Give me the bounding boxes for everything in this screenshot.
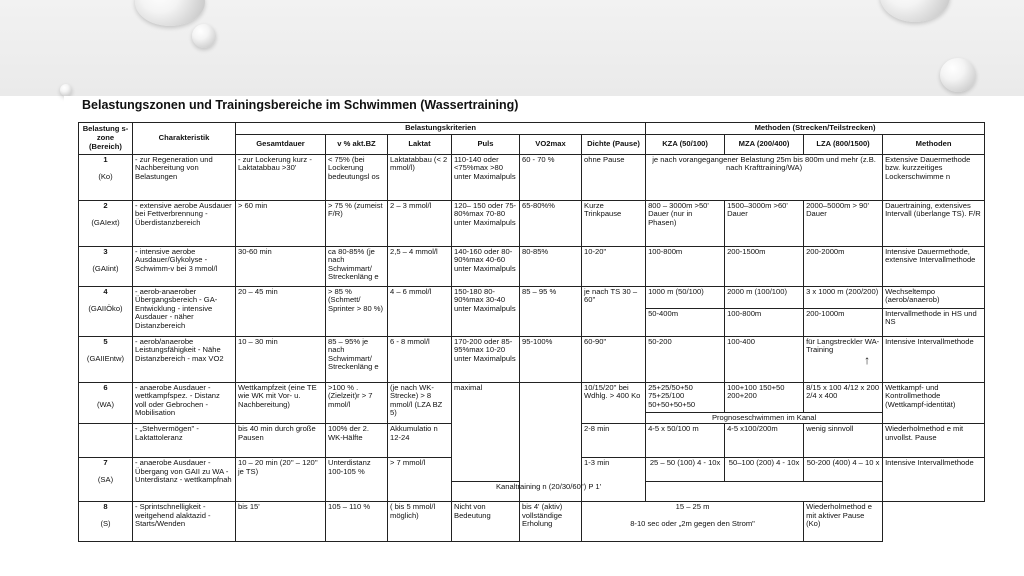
mza-cell: 200-1500m	[725, 246, 804, 286]
kza-cell: 1000 m (50/100)	[646, 286, 725, 308]
char-cell: - aerob-anaerober Übergangsbereich - GA-Entwicklung - intensive Ausdauer - näher Distanzbereich	[133, 286, 236, 336]
v-cell: ca 80-85% (je nach Schwimmart/ Streckenläng e	[326, 246, 388, 286]
v-cell: > 85 % (Schmett/ Sprinter > 80 %)	[326, 286, 388, 336]
dichte-cell: 1-3 min	[582, 458, 646, 502]
dauer-cell: 10 – 30 min	[236, 336, 326, 382]
dauer-cell: - zur Lockerung kurz - Laktatabbau >30'	[236, 154, 326, 200]
header-vo2: VO2max	[520, 134, 582, 154]
header-gesamtdauer: Gesamtdauer	[236, 134, 326, 154]
char-cell: - aerob/anaerobe Leistungsfähigkeit - Nähe Distanzbereich - max VO2	[133, 336, 236, 382]
char-cell: - intensive aerobe Ausdauer/Glykolyse - Schwimm-v bei 3 mmol/l	[133, 246, 236, 286]
laktat-cell: Laktatabbau (< 2 mmol/l)	[388, 154, 452, 200]
char-cell: - anaerobe Ausdauer - Übergang von GAII zu WA - Unterdistanz - wettkampfnah	[133, 458, 236, 502]
dauer-cell: 30-60 min	[236, 246, 326, 286]
laktat-cell: 2 – 3 mmol/l	[388, 200, 452, 246]
lza-cell: 2000–5000m > 90' Dauer	[804, 200, 883, 246]
kanaltraining-cell: Kanaltraining n (20/30/60'') P 1'	[452, 482, 646, 502]
water-drop-decoration	[192, 24, 216, 48]
methoden-cell: Dauertraining, extensives Intervall (überlange TS). F/R	[883, 200, 985, 246]
dichte-cell: 10-20''	[582, 246, 646, 286]
mza-cell: 1500–3000m >60' Dauer	[725, 200, 804, 246]
table-row	[79, 382, 985, 412]
puls-cell: Nicht von Bedeutung	[452, 502, 520, 542]
laktat-cell: 4 – 6 mmol/l	[388, 286, 452, 336]
zone-cell: 5 (GAIIEntw)	[79, 336, 133, 382]
zone-cell: 2 (GAIext)	[79, 200, 133, 246]
puls-cell: maximal	[452, 382, 520, 482]
lza-cell: für Langstreckler WA-Training ↑	[804, 336, 883, 382]
header-mza: MZA (200/400)	[725, 134, 804, 154]
water-drop-decoration	[135, 0, 205, 26]
puls-cell: 110-140 oder <75%max >80 unter Maximalpuls	[452, 154, 520, 200]
dauer-cell: > 60 min	[236, 200, 326, 246]
zone-cell: 4 (GAIIÖko)	[79, 286, 133, 336]
puls-cell: 170-200 oder 85-95%max 10-20 unter Maximalpuls	[452, 336, 520, 382]
lza-cell: 200-2000m	[804, 246, 883, 286]
kza-cell: 50-400m	[646, 308, 725, 336]
header-methoden-group: Methoden (Strecken/Teilstrecken)	[646, 123, 985, 135]
mza-cell: 4-5 x100/200m	[725, 424, 804, 458]
dichte-cell: 10/15/20'' bei Wdhlg. > 400 Ko	[582, 382, 646, 424]
v-cell: 85 – 95% je nach Schwimmart/ Streckenläng e	[326, 336, 388, 382]
document-page	[64, 96, 986, 576]
table-row	[79, 502, 985, 542]
v-cell: < 75% (bei Lockerung bedeutungsl os	[326, 154, 388, 200]
kza-cell: 25 – 50 (100) 4 - 10x	[646, 458, 725, 482]
puls-cell: 140-160 oder 80-90%max 40-60 unter Maximalpuls	[452, 246, 520, 286]
kza-cell: 100-800m	[646, 246, 725, 286]
methoden-cell: Wiederholmethod e mit aktiver Pause (Ko)	[804, 502, 883, 542]
v-cell: >100 % . (Zielzeit)r > 7 mmol/l	[326, 382, 388, 424]
header-kriterien: Belastungskriterien	[236, 123, 646, 135]
zone-cell: 1 (Ko)	[79, 154, 133, 200]
laktat-cell: (je nach WK-Strecke) > 8 mmol/l (LZA BZ 5)	[388, 382, 452, 424]
vo2-cell: 95-100%	[520, 336, 582, 382]
zone-cell: 8 (S)	[79, 502, 133, 542]
dichte-cell: je nach TS 30 – 60''	[582, 286, 646, 336]
water-drop-decoration	[60, 84, 72, 96]
header-vprozent: v % akt.BZ	[326, 134, 388, 154]
mza-cell: 100-800m	[725, 308, 804, 336]
lza-cell: wenig sinnvoll	[804, 424, 883, 458]
dauer-cell: 20 – 45 min	[236, 286, 326, 336]
kza-cell: 800 – 3000m >50' Dauer (nur in Phasen)	[646, 200, 725, 246]
laktat-cell: Akkumulatio n 12-24	[388, 424, 452, 458]
methoden-cell: Extensive Dauermethode bzw. kurzzeitiges Lockerschwimme n	[883, 154, 985, 200]
dichte-cell: 2-8 min	[582, 424, 646, 458]
char-cell: - „Stehvermögen" - Laktattoleranz	[133, 424, 236, 458]
mza-cell: 50–100 (200) 4 - 10x	[725, 458, 804, 482]
char-cell: - anaerobe Ausdauer - wettkampfspez. - Distanz voll oder Gebrochen - Mobilisation	[133, 382, 236, 424]
methoden-cell: Wettkampf- und Kontrollmethode (Wettkampf-identität)	[883, 382, 985, 424]
table-row	[79, 200, 985, 246]
document-title: Belastungszonen und Trainingsbereiche im Schwimmen (Wassertraining)	[82, 98, 519, 112]
zone-cell	[79, 424, 133, 458]
kza-cell: 4-5 x 50/100 m	[646, 424, 725, 458]
v-cell: 100% der 2. WK-Hälfte	[326, 424, 388, 458]
header-lza: LZA (800/1500)	[804, 134, 883, 154]
lza-cell: 50-200 (400) 4 – 10 x	[804, 458, 883, 482]
dichte-cell: ohne Pause	[582, 154, 646, 200]
mza-cell: 2000 m (100/100)	[725, 286, 804, 308]
kza-cell: 50-200	[646, 336, 725, 382]
lza-cell: 3 x 1000 m (200/200)	[804, 286, 883, 308]
v-cell: > 75 % (zumeist F/R)	[326, 200, 388, 246]
vo2-cell: 80-85%	[520, 246, 582, 286]
laktat-cell: > 7 mmol/l	[388, 458, 452, 502]
dauer-cell: Wettkampfzeit (eine TE wie WK mit Vor- u. Nachbereitung)	[236, 382, 326, 424]
zone-cell: 3 (GAIint)	[79, 246, 133, 286]
header-charakteristik: Charakteristik	[133, 123, 236, 155]
header-puls: Puls	[452, 134, 520, 154]
methoden-cell: Intensive Dauermethode, extensive Intervallmethode	[883, 246, 985, 286]
dauer-cell: bis 40 min durch große Pausen	[236, 424, 326, 458]
v-cell: Unterdistanz 100-105 %	[326, 458, 388, 502]
char-cell: - zur Regeneration und Nachbereitung von Belastungen	[133, 154, 236, 200]
dauer-cell: 10 – 20 min (20'' – 120'' je TS)	[236, 458, 326, 502]
lza-cell: 200-1000m	[804, 308, 883, 336]
zone-cell: 7 (SA)	[79, 458, 133, 502]
header-dichte: Dichte (Pause)	[582, 134, 646, 154]
vo2-cell: 65-80%%	[520, 200, 582, 246]
table-row	[79, 336, 985, 382]
methoden-cell: Intensive Intervallmethode	[883, 336, 985, 382]
mza-cell: 100-400	[725, 336, 804, 382]
laktat-cell: ( bis 5 mmol/l möglich)	[388, 502, 452, 542]
char-cell: - Sprintschnelligkeit - weitgehend alaktazid - Starts/Wenden	[133, 502, 236, 542]
water-drop-decoration	[880, 0, 950, 22]
dichte-cell: 60-90''	[582, 336, 646, 382]
table-row	[79, 286, 985, 308]
table-row	[79, 154, 985, 200]
dichte-cell: Kurze Trinkpause	[582, 200, 646, 246]
header-laktat: Laktat	[388, 134, 452, 154]
dauer-cell: bis 15'	[236, 502, 326, 542]
vo2-cell: 85 – 95 %	[520, 286, 582, 336]
char-cell: - extensive aerobe Ausdauer bei Fettverbrennung - Überdistanzbereich	[133, 200, 236, 246]
strecken-span-cell: 15 – 25 m 8-10 sec oder „2m gegen den Strom"	[582, 502, 804, 542]
methoden-cell: Intensive Intervallmethode	[883, 458, 985, 502]
table-row	[79, 246, 985, 286]
vo2-cell: 60 - 70 %	[520, 154, 582, 200]
header-kza: KZA (50/100)	[646, 134, 725, 154]
header-row	[79, 123, 985, 135]
laktat-cell: 2,5 – 4 mmol/l	[388, 246, 452, 286]
lza-cell: 8/15 x 100 4/12 x 200 2/4 x 400	[804, 382, 883, 412]
prognose-cell: Prognoseschwimmen im Kanal	[646, 412, 883, 424]
water-drop-decoration	[940, 58, 976, 92]
puls-cell: 150-180 80-90%max 30-40 unter Maximalpuls	[452, 286, 520, 336]
laktat-cell: 6 - 8 mmol/l	[388, 336, 452, 382]
methoden-cell: Intervallmethode in HS und NS	[883, 308, 985, 336]
methoden-cell: Wiederholmethod e mit unvollst. Pause	[883, 424, 985, 458]
arrow-up-icon: ↑	[864, 352, 871, 367]
training-zones-table	[78, 122, 985, 542]
mza-cell: 100+100 150+50 200+200	[725, 382, 804, 412]
dichte-cell: bis 4' (aktiv) vollständige Erholung	[520, 502, 582, 542]
v-cell: 105 – 110 %	[326, 502, 388, 542]
puls-cell: 120– 150 oder 75-80%max 70-80 unter Maximalpuls	[452, 200, 520, 246]
zone-cell: 6 (WA)	[79, 382, 133, 424]
header-methoden: Methoden	[883, 134, 985, 154]
header-zone: Belastung s-zone (Bereich)	[79, 123, 133, 155]
kza-cell: 25+25/50+50 75+25/100 50+50+50+50	[646, 382, 725, 412]
methoden-cell: Wechseltempo (aerob/anaerob)	[883, 286, 985, 308]
strecken-span-cell: je nach vorangegangener Belastung 25m bis 800m und mehr (z.B. nach Krafttraining/WA)	[646, 154, 883, 200]
